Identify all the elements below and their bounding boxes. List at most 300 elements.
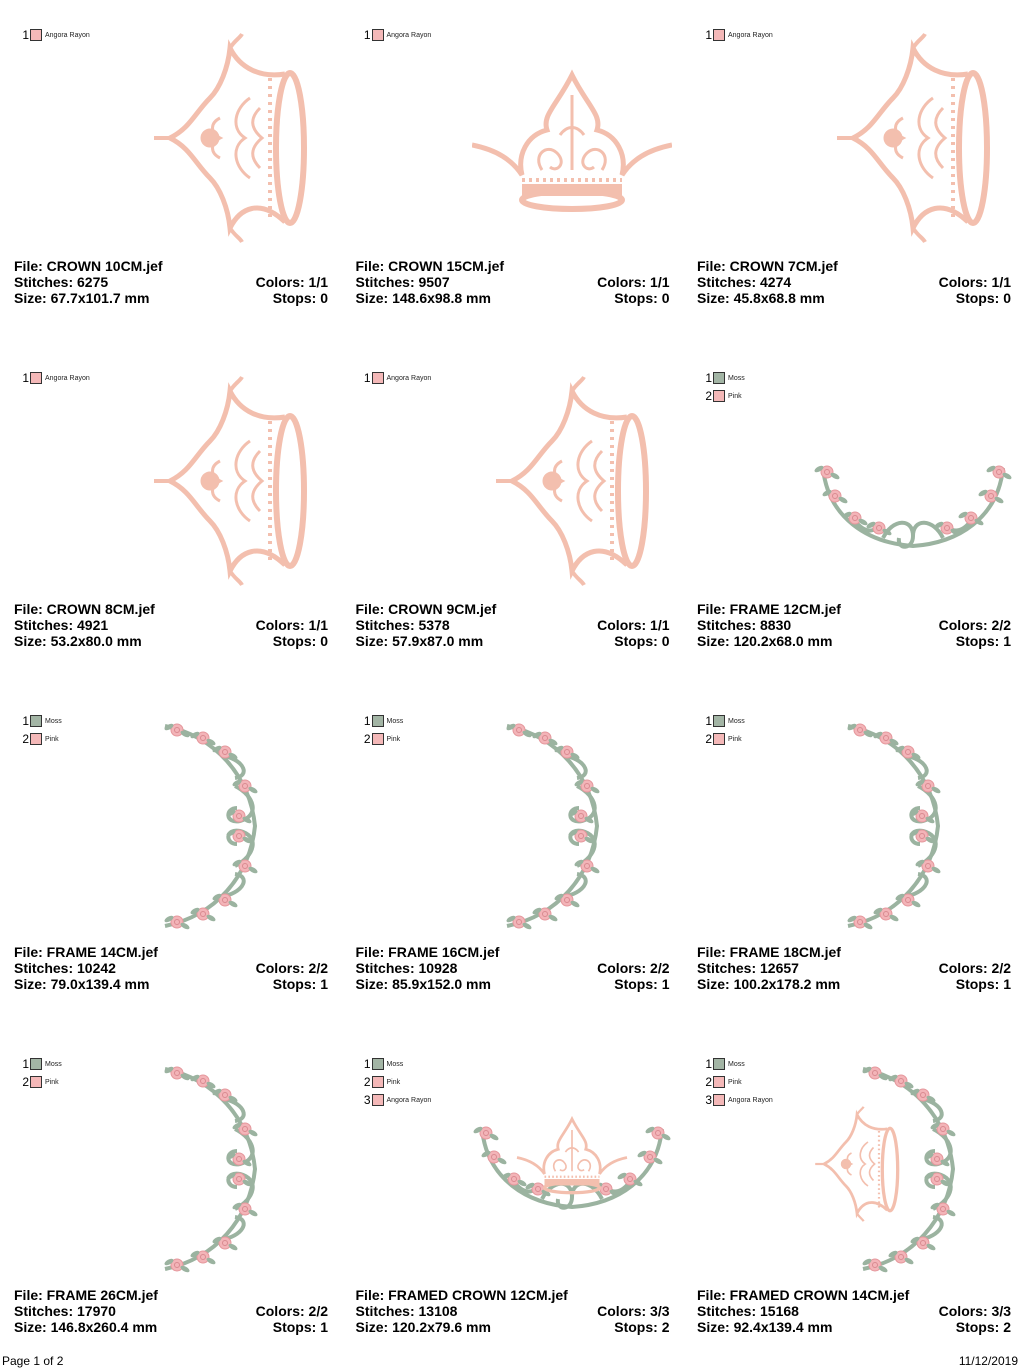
stitches-value: 12657	[760, 960, 799, 976]
thread-color-item	[18, 26, 90, 44]
stitches-label: Stitches:	[355, 274, 419, 290]
stitches	[356, 617, 450, 633]
thread-color-name: Angora Rayon	[45, 31, 90, 39]
size	[697, 976, 840, 992]
file-name	[356, 258, 670, 274]
design-info	[14, 1287, 328, 1335]
thread-color-name: Angora Rayon	[386, 1096, 432, 1104]
thread-color-number: 1	[22, 714, 29, 728]
stitches-value: 17970	[77, 1303, 116, 1319]
stops-label: Stops:	[272, 633, 321, 649]
size	[14, 633, 142, 649]
thread-color-item	[18, 712, 62, 730]
stops-label: Stops:	[272, 290, 321, 306]
stitches	[697, 1303, 799, 1319]
size-value: 148.6x98.8 mm	[392, 290, 491, 306]
stops-value: 0	[661, 290, 670, 306]
stops-label: Stops:	[614, 976, 662, 992]
size-value: 57.9x87.0 mm	[392, 633, 484, 649]
colors-label: Colors:	[255, 274, 309, 290]
size	[697, 290, 825, 306]
embroidery-preview	[130, 716, 330, 938]
thread-color-list	[701, 26, 773, 44]
embroidery-preview	[130, 30, 330, 252]
thread-color-number: 3	[705, 1093, 712, 1107]
stops-value: 0	[320, 290, 328, 306]
colors-value: 2/2	[308, 1303, 328, 1319]
thread-color-name: Moss	[386, 717, 404, 725]
thread-color-item	[701, 26, 773, 44]
thread-color-list	[360, 26, 432, 44]
stitches-value: 4921	[77, 617, 109, 633]
design-info	[356, 601, 670, 649]
colors-value: 1/1	[650, 617, 670, 633]
size-value: 100.2x178.2 mm	[733, 976, 841, 992]
embroidery-preview	[130, 373, 330, 595]
stitches-value: 8830	[760, 617, 792, 633]
stitches-value: 15168	[760, 1303, 799, 1319]
thread-color-swatch	[372, 715, 384, 727]
design-cell	[683, 686, 1024, 1029]
file-name	[14, 258, 328, 274]
stitches	[14, 1303, 116, 1319]
file-value: FRAME 18CM.jef	[729, 944, 841, 960]
thread-color-number: 2	[22, 732, 29, 746]
design-cell	[0, 0, 341, 343]
colors-label: Colors:	[938, 274, 992, 290]
file-value: FRAMED CROWN 14CM.jef	[729, 1287, 910, 1303]
colors	[256, 1303, 328, 1319]
stops-value: 1	[320, 976, 328, 992]
embroidery-preview	[813, 30, 1013, 252]
stops-label: Stops:	[272, 1319, 321, 1335]
thread-color-swatch	[372, 733, 384, 745]
file-value: CROWN 10CM.jef	[46, 258, 163, 274]
thread-color-number: 1	[22, 1057, 29, 1071]
stops	[956, 633, 1011, 649]
file-value: CROWN 8CM.jef	[46, 601, 155, 617]
file-value: CROWN 7CM.jef	[729, 258, 838, 274]
size-label: Size:	[14, 290, 51, 306]
stops-label: Stops:	[955, 1319, 1004, 1335]
embroidery-preview	[472, 716, 672, 938]
page-number: Page 1 of 2	[2, 1354, 64, 1368]
thread-color-number: 2	[705, 389, 712, 403]
file-value: FRAME 16CM.jef	[388, 944, 500, 960]
thread-color-name: Moss	[45, 1060, 62, 1068]
size	[697, 633, 832, 649]
design-info	[356, 258, 670, 306]
thread-color-list	[18, 712, 62, 748]
colors-label: Colors:	[938, 1303, 992, 1319]
thread-color-swatch	[713, 715, 725, 727]
thread-color-swatch	[713, 372, 725, 384]
colors	[939, 274, 1011, 290]
size-value: 67.7x101.7 mm	[50, 290, 150, 306]
stops	[273, 976, 328, 992]
thread-color-number: 1	[22, 28, 29, 42]
stitches-value: 10928	[418, 960, 458, 976]
thread-color-number: 1	[363, 28, 371, 42]
stitches-label: Stitches:	[355, 960, 419, 976]
thread-color-list	[360, 1055, 432, 1109]
thread-color-number: 1	[363, 371, 371, 385]
thread-color-item	[701, 712, 745, 730]
thread-color-swatch	[372, 372, 384, 384]
thread-color-swatch	[372, 29, 384, 41]
file-label: File:	[697, 258, 730, 274]
print-date: 11/12/2019	[958, 1354, 1018, 1368]
stops	[614, 976, 669, 992]
file-name	[356, 1287, 670, 1303]
stitches-label: Stitches:	[14, 1303, 78, 1319]
thread-color-list	[18, 1055, 62, 1091]
design-info	[697, 1287, 1011, 1335]
thread-color-name: Pink	[386, 735, 401, 743]
thread-color-number: 2	[363, 1075, 371, 1089]
stops-value: 2	[1003, 1319, 1011, 1335]
file-value: FRAMED CROWN 12CM.jef	[388, 1287, 568, 1303]
thread-color-swatch	[30, 1076, 42, 1088]
size	[356, 1319, 491, 1335]
thread-color-item	[18, 1055, 62, 1073]
thread-color-number: 1	[705, 371, 712, 385]
file-name	[356, 944, 670, 960]
stops	[956, 290, 1011, 306]
colors-value: 1/1	[991, 274, 1011, 290]
size-label: Size:	[14, 633, 51, 649]
size-value: 120.2x68.0 mm	[733, 633, 833, 649]
design-info	[356, 1287, 670, 1335]
stitches-label: Stitches:	[14, 960, 78, 976]
stitches	[356, 960, 458, 976]
thread-color-swatch	[713, 1094, 725, 1106]
size-label: Size:	[355, 633, 393, 649]
colors-value: 2/2	[991, 617, 1011, 633]
thread-color-swatch	[30, 715, 42, 727]
colors-label: Colors:	[597, 617, 651, 633]
design-info	[697, 944, 1011, 992]
thread-color-name: Angora Rayon	[728, 31, 773, 39]
colors	[597, 274, 669, 290]
file-label: File:	[697, 944, 730, 960]
thread-color-list	[701, 712, 745, 748]
colors-value: 3/3	[991, 1303, 1011, 1319]
thread-color-list	[360, 712, 404, 748]
size-value: 146.8x260.4 mm	[50, 1319, 158, 1335]
colors-label: Colors:	[255, 617, 309, 633]
colors	[939, 960, 1011, 976]
file-label: File:	[355, 601, 389, 617]
colors-label: Colors:	[597, 1303, 651, 1319]
size-label: Size:	[697, 633, 734, 649]
thread-color-swatch	[30, 372, 42, 384]
thread-color-name: Pink	[45, 1078, 59, 1086]
thread-color-name: Moss	[386, 1060, 404, 1068]
thread-color-item	[360, 26, 432, 44]
size-label: Size:	[355, 290, 393, 306]
stops-value: 0	[661, 633, 670, 649]
thread-color-swatch	[713, 390, 725, 402]
file-label: File:	[14, 1287, 47, 1303]
stitches-label: Stitches:	[355, 617, 419, 633]
colors	[256, 274, 328, 290]
colors-label: Colors:	[255, 1303, 309, 1319]
stops-label: Stops:	[614, 633, 662, 649]
stitches-value: 4274	[760, 274, 792, 290]
design-cell	[342, 686, 683, 1029]
size-value: 79.0x139.4 mm	[50, 976, 150, 992]
stops-value: 1	[661, 976, 670, 992]
thread-color-number: 1	[705, 1057, 712, 1071]
size-label: Size:	[355, 976, 393, 992]
colors	[597, 1303, 669, 1319]
file-value: CROWN 9CM.jef	[388, 601, 497, 617]
size-value: 45.8x68.8 mm	[733, 290, 825, 306]
design-cell	[342, 1029, 683, 1372]
file-label: File:	[14, 258, 47, 274]
file-name	[697, 601, 1011, 617]
thread-color-number: 1	[363, 714, 371, 728]
thread-color-item	[701, 730, 745, 748]
embroidery-preview	[813, 1059, 1013, 1281]
size	[356, 976, 491, 992]
thread-color-swatch	[713, 1076, 725, 1088]
thread-color-name: Moss	[728, 374, 745, 382]
thread-color-name: Pink	[728, 1078, 742, 1086]
stitches-value: 6275	[77, 274, 109, 290]
stops	[614, 633, 669, 649]
colors-label: Colors:	[938, 617, 992, 633]
size-label: Size:	[697, 976, 734, 992]
thread-color-item	[701, 387, 745, 405]
thread-color-item	[360, 712, 404, 730]
thread-color-item	[360, 730, 404, 748]
colors-value: 1/1	[308, 274, 328, 290]
thread-color-name: Moss	[728, 1060, 745, 1068]
file-value: FRAME 12CM.jef	[729, 601, 841, 617]
thread-color-number: 3	[363, 1093, 371, 1107]
file-value: FRAME 14CM.jef	[46, 944, 158, 960]
thread-color-item	[701, 369, 745, 387]
thread-color-name: Pink	[728, 392, 742, 400]
stitches	[14, 617, 108, 633]
size-label: Size:	[355, 1319, 393, 1335]
design-info	[697, 601, 1011, 649]
stops-value: 0	[1003, 290, 1011, 306]
stops-label: Stops:	[955, 290, 1004, 306]
thread-color-number: 1	[363, 1057, 371, 1071]
thread-color-swatch	[372, 1076, 384, 1088]
stitches	[14, 274, 108, 290]
thread-color-swatch	[713, 29, 725, 41]
file-value: FRAME 26CM.jef	[46, 1287, 158, 1303]
size	[14, 1319, 157, 1335]
file-label: File:	[697, 601, 730, 617]
embroidery-preview	[472, 30, 672, 252]
stitches-value: 9507	[418, 274, 450, 290]
design-info	[14, 258, 328, 306]
stitches-label: Stitches:	[697, 960, 761, 976]
stitches	[356, 1303, 458, 1319]
design-cell	[0, 343, 341, 686]
stitches	[697, 617, 791, 633]
thread-color-number: 1	[705, 28, 712, 42]
colors-value: 3/3	[650, 1303, 670, 1319]
file-label: File:	[14, 944, 47, 960]
file-label: File:	[355, 1287, 389, 1303]
thread-color-number: 1	[22, 371, 29, 385]
stitches-label: Stitches:	[14, 617, 78, 633]
thread-color-item	[360, 369, 432, 387]
colors-value: 2/2	[650, 960, 670, 976]
design-cell	[0, 1029, 341, 1372]
stops	[956, 976, 1011, 992]
file-label: File:	[697, 1287, 730, 1303]
thread-color-list	[18, 26, 90, 44]
thread-color-swatch	[372, 1058, 384, 1070]
thread-color-name: Moss	[728, 717, 745, 725]
file-label: File:	[355, 258, 389, 274]
design-cell	[342, 0, 683, 343]
stitches-label: Stitches:	[697, 274, 761, 290]
thread-color-name: Pink	[45, 735, 59, 743]
stitches	[697, 274, 791, 290]
stitches-value: 13108	[418, 1303, 458, 1319]
colors	[597, 617, 669, 633]
thread-color-list	[360, 369, 432, 387]
thread-color-name: Moss	[45, 717, 62, 725]
colors-label: Colors:	[255, 960, 309, 976]
size-label: Size:	[14, 1319, 51, 1335]
thread-color-name: Pink	[728, 735, 742, 743]
thread-color-name: Pink	[386, 1078, 401, 1086]
colors-label: Colors:	[938, 960, 992, 976]
design-info	[14, 601, 328, 649]
colors-label: Colors:	[597, 960, 651, 976]
thread-color-item	[18, 730, 62, 748]
design-cell	[683, 0, 1024, 343]
file-label: File:	[355, 944, 389, 960]
stitches-label: Stitches:	[697, 617, 761, 633]
stitches-value: 5378	[418, 617, 450, 633]
thread-color-name: Angora Rayon	[386, 31, 432, 39]
stitches-label: Stitches:	[355, 1303, 419, 1319]
size-label: Size:	[14, 976, 51, 992]
stitches	[14, 960, 116, 976]
thread-color-number: 2	[22, 1075, 29, 1089]
file-name	[356, 601, 670, 617]
thread-color-item	[701, 1055, 773, 1073]
stops	[273, 290, 328, 306]
design-cell	[683, 343, 1024, 686]
thread-color-list	[18, 369, 90, 387]
thread-color-swatch	[30, 733, 42, 745]
stops-label: Stops:	[614, 290, 662, 306]
stops	[273, 633, 328, 649]
stops-label: Stops:	[614, 1319, 662, 1335]
colors	[256, 617, 328, 633]
thread-color-item	[18, 369, 90, 387]
embroidery-preview	[130, 1059, 330, 1281]
colors-value: 2/2	[991, 960, 1011, 976]
thread-color-name: Angora Rayon	[386, 374, 432, 382]
size	[356, 633, 484, 649]
stops-value: 2	[661, 1319, 670, 1335]
file-name	[14, 944, 328, 960]
file-name	[14, 601, 328, 617]
stops	[273, 1319, 328, 1335]
thread-color-list	[701, 1055, 773, 1109]
thread-color-swatch	[713, 733, 725, 745]
file-name	[697, 944, 1011, 960]
colors	[939, 1303, 1011, 1319]
colors-value: 2/2	[308, 960, 328, 976]
file-name	[697, 1287, 1011, 1303]
size-label: Size:	[697, 290, 734, 306]
embroidery-preview	[472, 373, 672, 595]
thread-color-item	[360, 1055, 432, 1073]
size	[14, 976, 149, 992]
stops	[956, 1319, 1011, 1335]
colors	[939, 617, 1011, 633]
thread-color-swatch	[372, 1094, 384, 1106]
stops-label: Stops:	[955, 976, 1004, 992]
design-cell	[342, 343, 683, 686]
file-name	[697, 258, 1011, 274]
design-info	[14, 944, 328, 992]
size	[14, 290, 149, 306]
thread-color-swatch	[30, 1058, 42, 1070]
stitches-label: Stitches:	[697, 1303, 761, 1319]
colors-value: 1/1	[650, 274, 670, 290]
thread-color-item	[701, 1073, 773, 1091]
file-label: File:	[14, 601, 47, 617]
colors-value: 1/1	[308, 617, 328, 633]
thread-color-name: Angora Rayon	[728, 1096, 773, 1104]
size-label: Size:	[697, 1319, 734, 1335]
thread-color-item	[18, 1073, 62, 1091]
colors	[597, 960, 669, 976]
colors	[256, 960, 328, 976]
file-name	[14, 1287, 328, 1303]
thread-color-item	[701, 1091, 773, 1109]
design-info	[356, 944, 670, 992]
stops	[614, 290, 669, 306]
stops-value: 1	[320, 1319, 328, 1335]
stitches	[356, 274, 450, 290]
thread-color-item	[360, 1073, 432, 1091]
stops-label: Stops:	[272, 976, 321, 992]
thread-color-item	[360, 1091, 432, 1109]
size-value: 53.2x80.0 mm	[50, 633, 142, 649]
embroidery-preview	[813, 716, 1013, 938]
design-cell	[0, 686, 341, 1029]
size	[697, 1319, 832, 1335]
thread-color-number: 2	[705, 1075, 712, 1089]
size-value: 120.2x79.6 mm	[392, 1319, 491, 1335]
embroidery-preview	[472, 1059, 672, 1281]
thread-color-list	[701, 369, 745, 405]
thread-color-name: Angora Rayon	[45, 374, 90, 382]
stops-label: Stops:	[955, 633, 1004, 649]
thread-color-number: 2	[705, 732, 712, 746]
thread-color-number: 2	[363, 732, 371, 746]
stops-value: 1	[1003, 976, 1011, 992]
stitches	[697, 960, 799, 976]
thread-color-swatch	[713, 1058, 725, 1070]
colors-label: Colors:	[597, 274, 651, 290]
